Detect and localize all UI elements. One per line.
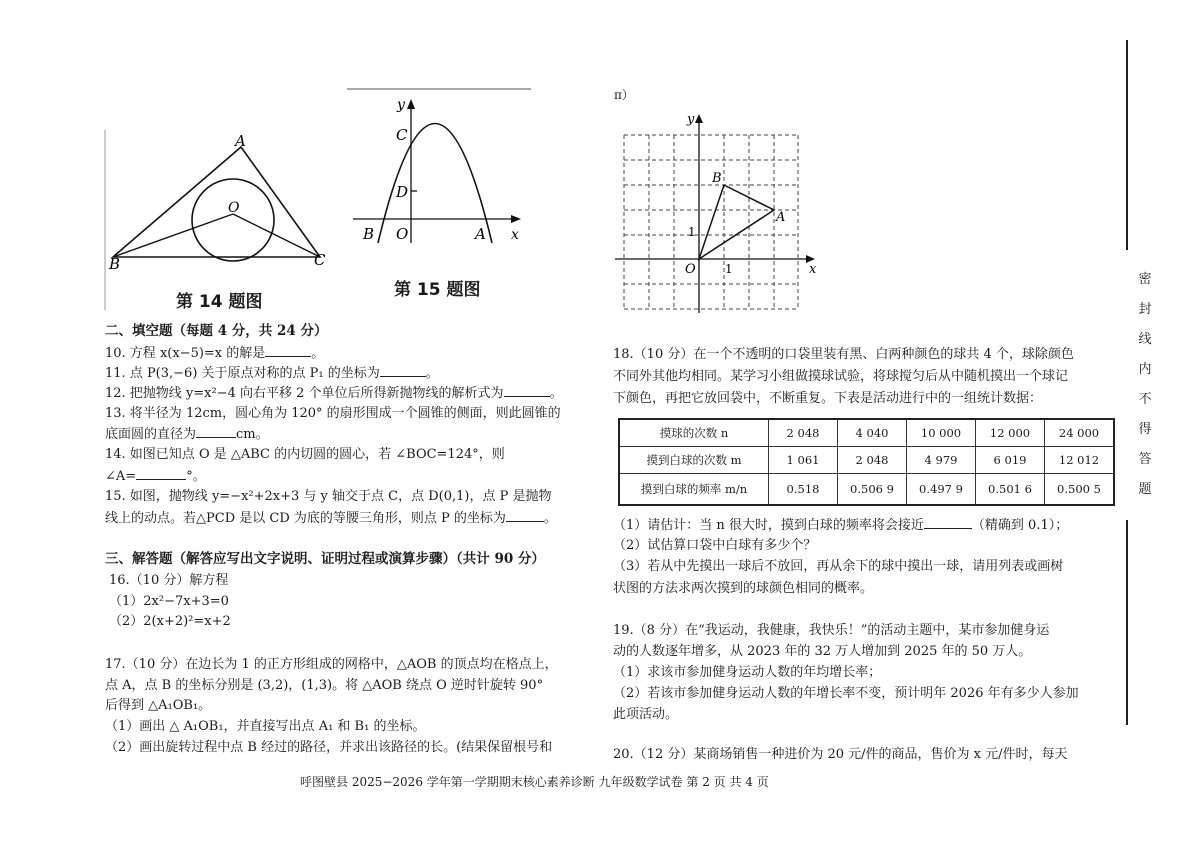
label-a: A (475, 225, 486, 243)
question-14-line1: 14. 如图已知点 O 是 △ABC 的内切圆的圆心，若 ∠BOC=124°，则 (105, 447, 505, 462)
statistics-table (618, 418, 1115, 506)
question-20-line1: 20.（12 分）某商场销售一种进价为 20 元/件的商品，售价为 x 元/件时，每天 (613, 747, 1068, 762)
seal-char: 题 (1138, 482, 1152, 497)
page-footer: 呼图壁县 2025−2026 学年第一学期期末核心素养诊断 九年级数学试卷 第 2 页 共 4 页 (300, 775, 769, 789)
answer-blank (506, 509, 544, 522)
question-15-line1: 15. 如图，抛物线 y=−x²+2x+3 与 y 轴交于点 C，点 D(0,1)，点 P 是抛物 (105, 489, 552, 504)
question-11: 11. 点 P(3,−6) 关于原点对称的点 P₁ 的坐标为 。 (105, 366, 439, 381)
figure-17-grid (615, 108, 825, 313)
label-b: B (109, 255, 121, 273)
question-14-line2: ∠A= °。 (105, 469, 206, 484)
question-19-part1: （1）求该市参加健身运动人数的年均增长率； (613, 665, 882, 680)
question-16-part1: （1）2x²−7x+3=0 (109, 594, 229, 609)
label-x: x (511, 227, 519, 243)
question-17-line3: 后得到 △A₁OB₁。 (105, 698, 212, 713)
label-a: A (235, 132, 246, 150)
section-2-title: 二、填空题（每题 4 分，共 24 分） (105, 323, 328, 339)
label-b: B (712, 171, 722, 186)
figure-15 (345, 85, 535, 250)
answer-blank (924, 516, 972, 529)
question-18-part3-line1: （3）若从中先摸出一球后不放回，再从余下的球中摸出一球，请用列表或画树 (613, 559, 1064, 574)
label-one-y: 1 (688, 225, 696, 239)
row-label: 摸到白球的频率 m/n (619, 474, 769, 506)
answer-blank (196, 425, 236, 438)
question-19-part2-line2: 此项活动。 (613, 707, 679, 722)
question-19-line1: 19.（8 分）在“我运动，我健康，我快乐！”的活动主题中，某市参加健身运 (613, 623, 1050, 638)
question-13-line1: 13. 将半径为 12cm，圆心角为 120° 的扇形围成一个圆锥的侧面，则此圆锥的 (105, 406, 561, 421)
question-12: 12. 把抛物线 y=x²−4 向右平移 2 个单位后所得新抛物线的解析式为 。 (105, 386, 563, 401)
seal-char: 线 (1138, 332, 1152, 347)
question-10: 10. 方程 x(x−5)=x 的解是 。 (105, 346, 325, 361)
y-axis-arrow (407, 99, 415, 109)
seal-char: 内 (1138, 362, 1152, 377)
triangle-aob (699, 185, 774, 259)
question-17-part1: （1）画出 △ A₁OB₁，并直接写出点 A₁ 和 B₁ 的坐标。 (105, 719, 426, 734)
question-17-line2: 点 A，点 B 的坐标分别是 (3,2)，(1,3)。将 △AOB 绕点 O 逆时针旋转 90° (105, 678, 544, 693)
triangle-abc (113, 147, 320, 257)
question-18-part1: （1）请估计：当 n 很大时，摸到白球的频率将会接近 （精确到 0.1）； (613, 518, 1069, 533)
label-y: y (687, 112, 695, 127)
seal-char: 密 (1138, 272, 1152, 287)
label-d: D (396, 183, 409, 201)
question-18-line2: 不同外其他均相同。某学习小组做摸球试验，将球搅匀后从中随机摸出一个球记 (613, 369, 1069, 384)
pi-carryover: π） (614, 88, 634, 102)
seal-char: 得 (1138, 422, 1152, 437)
label-o: O (685, 262, 696, 277)
answer-blank (380, 364, 426, 377)
label-c: C (396, 126, 408, 144)
table-row: 摸到白球的次数 m 1 061 2 048 4 979 6 019 12 012 (619, 447, 1114, 474)
label-a: A (776, 210, 786, 225)
label-o: O (396, 225, 409, 243)
figure-15-caption: 第 15 题图 (394, 280, 481, 300)
question-16-part2: （2）2(x+2)²=x+2 (109, 614, 231, 629)
seal-char: 不 (1138, 392, 1152, 407)
label-o: O (228, 200, 240, 216)
question-18-part2: （2）试估算口袋中白球有多少个？ (613, 538, 817, 553)
incircle (192, 179, 274, 261)
figure-14-caption: 第 14 题图 (176, 292, 263, 312)
seal-line-bottom (1126, 520, 1128, 725)
answer-blank (504, 384, 550, 397)
section-3-title: 三、解答题（解答应写出文字说明、证明过程或演算步骤）（共计 90 分） (105, 551, 545, 567)
seal-char: 封 (1138, 302, 1152, 317)
label-x: x (809, 262, 817, 277)
answer-blank (265, 344, 311, 357)
figure-14 (100, 125, 340, 310)
x-axis-arrow (511, 215, 521, 223)
question-19-part2-line1: （2）若该市参加健身运动人数的年增长率不变，预计明年 2026 年有多少人参加 (613, 686, 1079, 701)
label-c: C (314, 251, 326, 269)
label-y: y (397, 97, 405, 113)
question-19-line2: 动的人数逐年增多，从 2023 年的 32 万人增加到 2025 年的 50 万人。 (613, 644, 1032, 659)
question-16: 16.（10 分）解方程 (109, 573, 229, 588)
question-18-line3: 下颜色，再把它放回袋中，不断重复。下表是活动进行中的一组统计数据： (613, 391, 1043, 406)
label-one-x: 1 (725, 262, 733, 276)
answer-blank (136, 467, 186, 480)
seal-line-top (1126, 40, 1128, 250)
seal-char: 答 (1138, 452, 1152, 467)
question-18-part3-line2: 状图的方法求两次摸到的球颜色相同的概率。 (613, 581, 874, 596)
segment-ob (113, 214, 233, 257)
question-15-line2: 线上的动点。若△PCD 是以 CD 为底的等腰三角形，则点 P 的坐标为 。 (105, 511, 557, 526)
question-18-line1: 18.（10 分）在一个不透明的口袋里装有黑、白两种颜色的球共 4 个，球除颜色 (613, 347, 1074, 362)
y-axis-arrow (695, 114, 703, 123)
segment-oc (233, 214, 320, 257)
label-b: B (363, 225, 375, 243)
row-label: 摸到白球的次数 m (619, 447, 769, 474)
table-row: 摸球的次数 n 2 048 4 040 10 000 12 000 24 000 (619, 419, 1114, 447)
table-row: 摸到白球的频率 m/n 0.518 0.506 9 0.497 9 0.501 6 0.500 5 (619, 474, 1114, 506)
question-17-part2: （2）画出旋转过程中点 B 经过的路径，并求出该路径的长。(结果保留根号和 (105, 740, 553, 755)
question-13-line2: 底面圆的直径为 cm。 (105, 427, 269, 442)
question-17-line1: 17.（10 分）在边长为 1 的正方形组成的网格中，△AOB 的顶点均在格点上， (105, 657, 558, 672)
row-label: 摸球的次数 n (619, 419, 769, 447)
